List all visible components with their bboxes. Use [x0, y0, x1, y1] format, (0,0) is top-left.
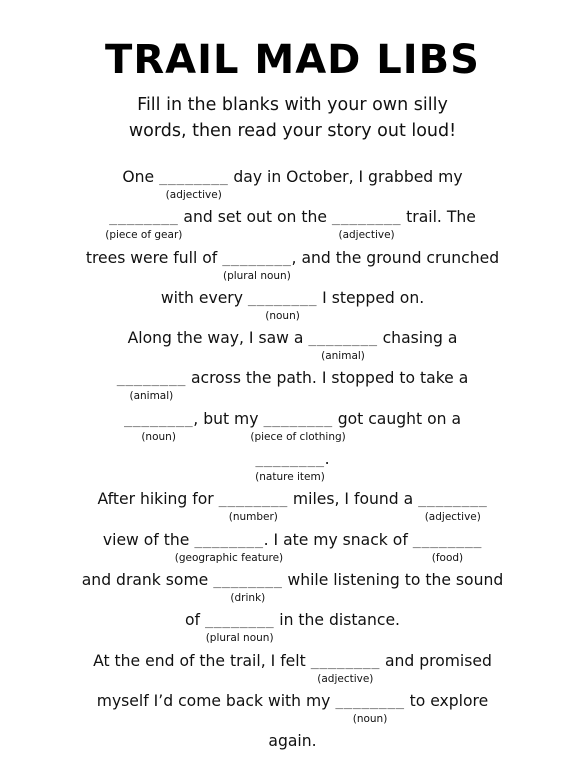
blank-line: ________: [123, 412, 194, 428]
blank-line: ________: [213, 573, 283, 589]
story-line-4: [0, 285, 585, 325]
blank-hint: (number): [228, 511, 278, 524]
blank-animal[interactable]: [308, 327, 378, 363]
blank-adjective[interactable]: [331, 206, 402, 242]
blank-hint: (geographic feature): [174, 551, 284, 564]
story-text: myself I’d come back with my: [96, 691, 336, 710]
blank-hint: (nature item): [255, 471, 325, 484]
story-text: and set out on the: [178, 208, 332, 227]
story-text: Along the way, I saw a: [127, 329, 309, 348]
story-text: At the end of the trail, I felt: [93, 651, 311, 670]
story-line-9: [0, 486, 585, 526]
story-text: .: [324, 450, 330, 469]
blank-hint: (noun): [265, 309, 300, 322]
blank-hint: (animal): [321, 350, 365, 363]
blank-drink[interactable]: [213, 569, 283, 604]
story-text: trees were full of: [85, 248, 223, 267]
story-text: One: [122, 168, 160, 186]
story-line-15: [0, 728, 585, 768]
blank-line: ________: [418, 493, 488, 509]
story-line-7: [0, 406, 585, 446]
story-text: . I ate my snack of: [263, 530, 413, 549]
blank-hint: (animal): [129, 390, 174, 403]
blank-line: ________: [308, 332, 378, 348]
blank-noun[interactable]: [335, 690, 405, 725]
blank-line: ________: [335, 694, 405, 710]
blank-plural-noun[interactable]: [204, 609, 275, 645]
story-line-11: [0, 567, 585, 607]
blank-line: ________: [247, 291, 318, 307]
blank-hint: (noun): [352, 712, 388, 725]
story-line-12: [0, 607, 585, 647]
blank-line: ________: [159, 171, 229, 186]
blank-piece-of-gear[interactable]: [105, 206, 183, 242]
blank-line: ________: [310, 654, 380, 670]
story-line-14: [0, 688, 585, 728]
story-text: day in October, I grabbed my: [228, 168, 463, 186]
blank-hint: (drink): [230, 591, 266, 604]
blank-hint: (piece of clothing): [250, 430, 346, 443]
story-line-5: [0, 325, 585, 365]
blank-adjective[interactable]: [159, 166, 229, 201]
story-line-2: [0, 204, 585, 244]
blank-piece-of-clothing[interactable]: [250, 408, 346, 443]
story-text: of: [184, 611, 205, 630]
blank-number[interactable]: [218, 488, 288, 524]
blank-line: ________: [331, 211, 402, 227]
blank-hint: (food): [431, 551, 464, 564]
blank-noun[interactable]: [247, 287, 318, 322]
story-line-10: [0, 527, 585, 567]
blank-noun[interactable]: [123, 408, 194, 443]
story-line-1: [0, 164, 585, 204]
story-text: I stepped on.: [317, 288, 425, 307]
story-text: trail. The: [401, 208, 476, 227]
blank-plural-noun[interactable]: [222, 247, 292, 282]
story-text: , and the ground crunched: [291, 248, 500, 267]
story-text: to explore: [404, 691, 489, 710]
story: [0, 164, 585, 768]
blank-geographic-feature[interactable]: [174, 529, 284, 564]
blank-hint: (adjective): [338, 229, 395, 242]
story-line-8: [0, 446, 585, 486]
blank-line: ________: [255, 453, 325, 469]
blank-line: ________: [263, 412, 333, 428]
story-text: After hiking for: [97, 490, 219, 509]
instructions: [0, 92, 585, 144]
story-text: again.: [268, 732, 317, 751]
blank-adjective[interactable]: [418, 488, 488, 524]
blank-hint: (piece of gear): [105, 229, 183, 242]
story-line-3: [0, 245, 585, 285]
blank-hint: (plural noun): [222, 269, 291, 282]
page-title: TRAIL MAD LIBS: [105, 37, 480, 83]
blank-animal[interactable]: [116, 367, 187, 403]
instructions-line-2: words, then read your story out loud!: [128, 121, 457, 141]
blank-line: ________: [194, 533, 264, 549]
blank-adjective[interactable]: [310, 650, 380, 685]
blank-hint: (adjective): [424, 511, 481, 524]
story-text: with every: [160, 288, 248, 307]
blank-hint: (adjective): [317, 672, 374, 685]
blank-food[interactable]: [412, 529, 483, 564]
story-text: while listening to the sound: [282, 570, 504, 589]
story-text: miles, I found a: [287, 490, 419, 509]
story-text: and promised: [379, 651, 492, 670]
blank-line: ________: [222, 251, 292, 267]
story-text: , but my: [193, 409, 264, 428]
blank-hint: (plural noun): [205, 632, 274, 645]
blank-line: ________: [204, 614, 275, 630]
blank-line: ________: [109, 211, 179, 227]
story-text: chasing a: [377, 329, 458, 348]
blank-line: ________: [116, 372, 187, 388]
blank-line: ________: [412, 533, 483, 549]
story-line-13: [0, 648, 585, 688]
blank-hint: (noun): [141, 430, 176, 443]
story-text: view of the: [102, 530, 195, 549]
blank-hint: (adjective): [165, 189, 222, 201]
story-line-6: [0, 365, 585, 405]
story-text: got caught on a: [332, 409, 462, 428]
instructions-line-1: Fill in the blanks with your own silly: [137, 95, 448, 115]
blank-line: ________: [218, 493, 288, 509]
story-text: and drank some: [81, 570, 214, 589]
story-text: in the distance.: [274, 611, 400, 630]
story-text: across the path. I stopped to take a: [186, 369, 469, 388]
blank-nature-item[interactable]: [255, 448, 325, 484]
